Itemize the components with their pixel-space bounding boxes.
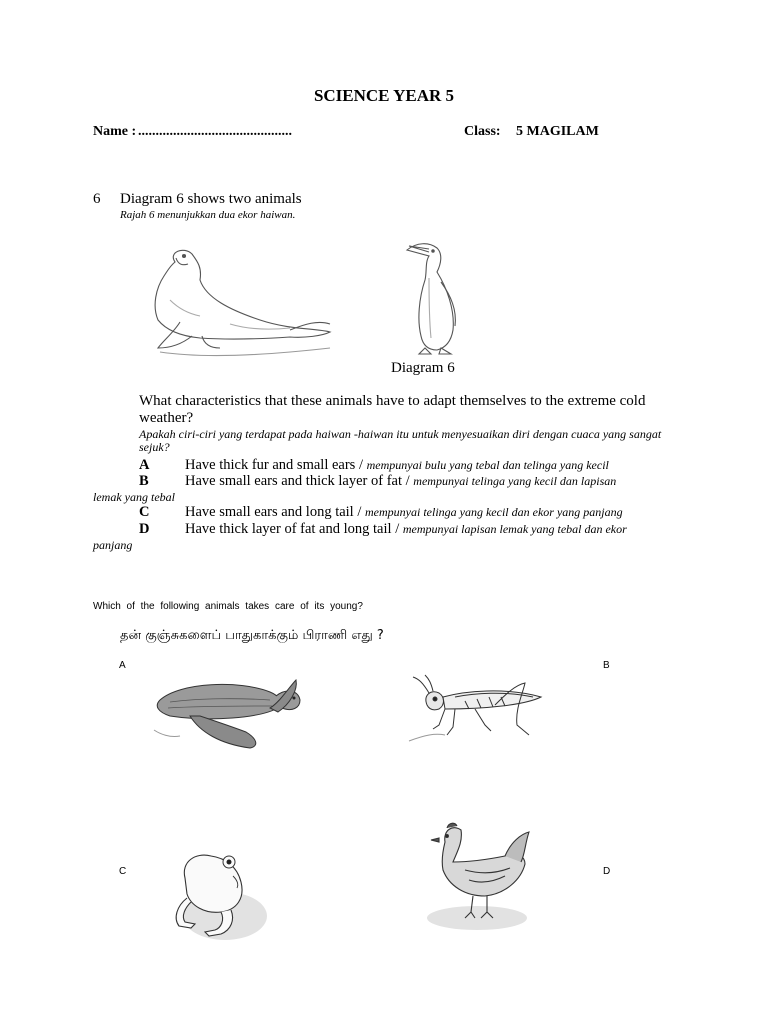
hen-image[interactable]: [425, 822, 535, 932]
question-number: 6: [93, 191, 101, 207]
option-text-ms: mempunyai telinga yang kecil dan ekor yang panjang: [365, 505, 623, 519]
option-text-ms: mempunyai bulu yang tebal dan telinga yang kecil: [366, 458, 609, 472]
option-text-ms-continued: lemak yang tebal: [93, 490, 175, 504]
grasshopper-image[interactable]: [405, 675, 545, 747]
question-text-en: What characteristics that these animals have to adapt themselves to the extreme cold weather?: [139, 393, 646, 426]
option-text-en: Have thick layer of fat and long tail: [185, 521, 392, 537]
question2-text-en: Which of the following animals takes care of its young?: [93, 601, 363, 612]
option-text-en: Have thick fur and small ears: [185, 457, 356, 473]
option-text-ms-continued: panjang: [93, 538, 133, 552]
option-separator: /: [391, 521, 403, 537]
option-d-label[interactable]: D: [603, 866, 611, 877]
option-a-label[interactable]: A: [119, 660, 126, 671]
name-label: Name :: [93, 124, 137, 139]
option-letter: A: [139, 457, 150, 473]
option-separator: /: [402, 473, 414, 489]
class-label: Class:: [464, 124, 501, 139]
question-text-ms: Apakah ciri-ciri yang terdapat pada haiwan -haiwan itu untuk menyesuaikan diri dengan cuaca yang sangat sejuk?: [139, 427, 662, 454]
option-text-ms: mempunyai telinga yang kecil dan lapisan: [413, 474, 617, 488]
option-separator: /: [355, 457, 367, 473]
class-value: 5 MAGILAM: [516, 124, 599, 139]
option-c-label[interactable]: C: [119, 866, 127, 877]
name-blank: ............................................: [138, 124, 292, 139]
worksheet-title: SCIENCE YEAR 5: [313, 86, 455, 105]
diagram-caption: Diagram 6: [391, 360, 455, 376]
option-letter: B: [139, 473, 149, 489]
question2-text-ta: தன் குஞ்சுகளைப் பாதுகாக்கும் பிராணி எது ?: [120, 628, 384, 643]
option-b-label[interactable]: B: [603, 660, 610, 671]
penguin-image: [395, 238, 485, 358]
frog-image[interactable]: [165, 848, 270, 944]
turtle-image[interactable]: [150, 672, 310, 752]
option-separator: /: [353, 504, 365, 520]
option-text-ms: mempunyai lapisan lemak yang tebal dan ekor: [402, 522, 627, 536]
option-letter: D: [139, 521, 150, 537]
option-text-en: Have small ears and long tail: [185, 504, 354, 520]
question-intro-en: Diagram 6 shows two animals: [120, 191, 302, 207]
seal-image: [140, 240, 340, 360]
question-intro-ms: Rajah 6 menunjukkan dua ekor haiwan.: [120, 209, 296, 221]
option-letter: C: [139, 504, 150, 520]
option-text-en: Have small ears and thick layer of fat: [185, 473, 403, 489]
